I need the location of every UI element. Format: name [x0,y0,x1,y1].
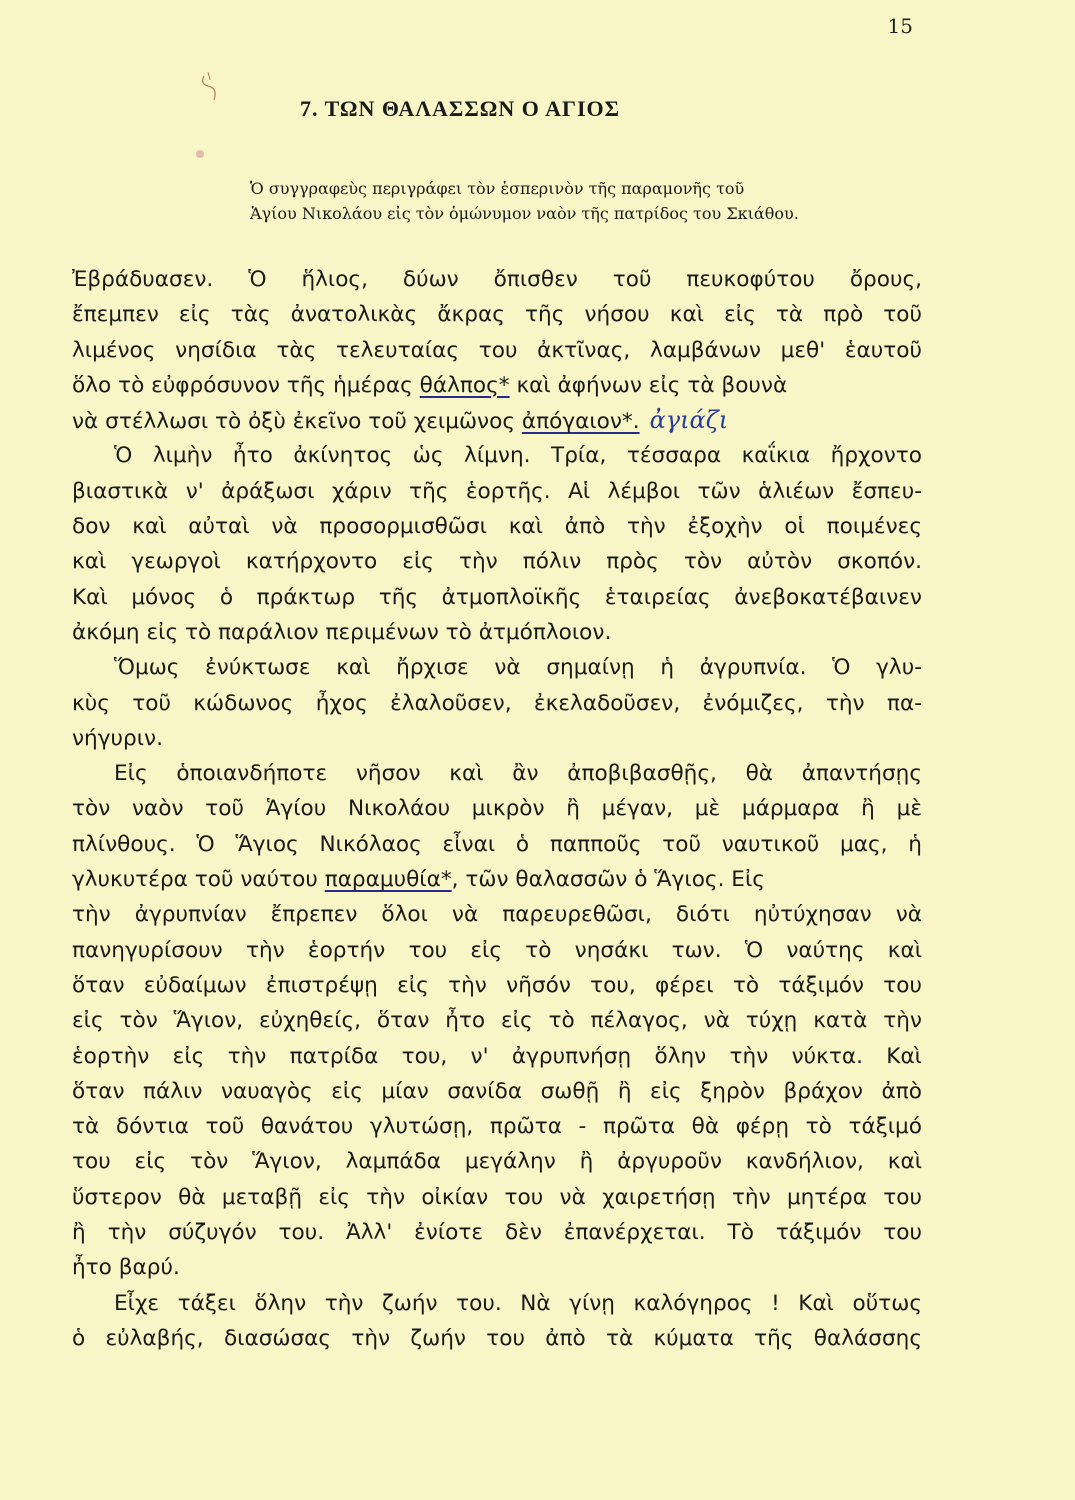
summary-line: Ὁ συγγραφεὺς περιγράφει τὸν ἑσπερινὸν τῆς παραμονῆς τοῦ [250,179,745,198]
text-line: λιμένος νησίδια τὰς τελευταίας του ἀκτῖνας, λαμβάνων μεθ' ἑαυτοῦ [72,337,922,363]
text-line: Ὅμως ἐνύκτωσε καὶ ἤρχισε νὰ σημαίνῃ ἡ ἀγρυπνία. Ὁ γλυ- [114,655,922,681]
text-segment: ὅλο τὸ εὐφρόσυνον τῆς ἡμέρας [72,372,420,398]
ink-spot [196,150,204,158]
text-line: βιαστικὰ ν' ἀράξωσι χάριν τῆς ἑορτῆς. Αἱ λέμβοι τῶν ἁλιέων ἔσπευ- [72,478,922,504]
text-line: ὅταν πάλιν ναυαγὸς εἰς μίαν σανίδα σωθῇ ἢ εἰς ξηρὸν βράχον ἀπὸ [72,1078,922,1104]
text-line: πανηγυρίσουν τὴν ἑορτήν του εἰς τὸ νησάκι των. Ὁ ναύτης καὶ [72,937,922,963]
text-line [72,862,922,897]
text-line: του εἰς τὸν Ἅγιον, λαμπάδα μεγάλην ἢ ἀργυροῦν κανδήλιον, καὶ [72,1149,922,1175]
underlined-word: ἀπόγαιον*. [521,409,640,435]
text-segment: νὰ στέλλωσι τὸ ὀξὺ ἐκεῖνο τοῦ χειμῶνος [72,409,522,435]
text-line [72,403,922,438]
text-line: καὶ γεωργοὶ κατήρχοντο εἰς τὴν πόλιν πρὸς τὸν αὐτὸν σκοπόν. [72,549,922,575]
text-segment: γλυκυτέρα τοῦ ναύτου [72,867,325,893]
text-line: ὁ εὐλαβής, διασώσας τὴν ζωήν του ἀπὸ τὰ κύματα τῆς θαλάσσης [72,1325,922,1351]
text-line: πλίνθους. Ὁ Ἅγιος Νικόλαος εἶναι ὁ παπποῦς τοῦ ναυτικοῦ μας, ἡ [72,831,922,857]
text-line: ἀκόμη εἰς τὸ παράλιον περιμένων τὸ ἀτμόπλοιον. [72,619,612,645]
chapter-title: 7. ΤΩΝ ΘΑΛΑΣΣΩΝ Ο ΑΓΙΟΣ [300,96,621,121]
page-number: 15 [887,14,913,38]
text-line: ἦτο βαρύ. [72,1255,180,1281]
text-line: δον καὶ αὐταὶ νὰ προσορμισθῶσι καὶ ἀπὸ τὴν ἐξοχὴν οἱ ποιμένες [72,514,922,540]
text-line: ἢ τὴν σύζυγόν του. Ἀλλ' ἐνίοτε δὲν ἐπανέρχεται. Τὸ τάξιμόν του [72,1220,922,1246]
body-text [72,262,922,1356]
text-line: τὰ δόντια τοῦ θανάτου γλυτώσῃ, πρῶτα - πρῶτα θὰ φέρῃ τὸ τάξιμό [72,1114,922,1140]
text-line: Καὶ μόνος ὁ πράκτωρ τῆς ἀτμοπλοϊκῆς ἑταιρείας ἀνεβοκατέβαινεν [72,584,922,610]
text-line: ὕστερον θὰ μεταβῇ εἰς τὴν οἰκίαν του νὰ χαιρετήσῃ τὴν μητέρα του [72,1184,922,1210]
pencil-mark-icon [196,70,226,110]
text-line: ἔπεμπεν εἰς τὰς ἀνατολικὰς ἄκρας τῆς νήσου καὶ εἰς τὰ πρὸ τοῦ [72,302,922,328]
text-line: Εἶχε τάξει ὅλην τὴν ζωήν του. Νὰ γίνῃ καλόγηρος ! Καὶ οὕτως [114,1290,922,1316]
underlined-word: παραμυθία* [324,867,452,893]
text-line: εἰς τὸν Ἅγιον, εὐχηθείς, ὅταν ἦτο εἰς τὸ πέλαγος, νὰ τύχῃ κατὰ τὴν [72,1008,922,1034]
underlined-word: θάλπος* [419,372,510,398]
text-line: κὺς τοῦ κώδωνος ἦχος ἐλαλοῦσεν, ἐκελαδοῦσεν, ἐνόμιζες, τὴν πα- [72,690,922,716]
text-line: Ἐβράδυασεν. Ὁ ἥλιος, δύων ὄπισθεν τοῦ πευκοφύτου ὄρους, [72,267,922,292]
handwritten-note: ἀγιάζι [649,406,729,435]
summary-line: Ἁγίου Νικολάου εἰς τὸν ὁμώνυμον ναὸν τῆς πατρίδος του Σκιάθου. [250,204,799,223]
text-line: νήγυριν. [72,725,163,751]
text-line: τὸν ναὸν τοῦ Ἁγίου Νικολάου μικρὸν ἢ μέγαν, μὲ μάρμαρα ἢ μὲ [72,796,922,822]
text-line: Ὁ λιμὴν ἦτο ἀκίνητος ὡς λίμνη. Τρία, τέσσαρα καΐκια ἤρχοντο [114,443,922,469]
chapter-summary [250,176,918,226]
text-line: ἑορτὴν εἰς τὴν πατρίδα του, ν' ἀγρυπνήσῃ ὅλην τὴν νύκτα. Καὶ [72,1043,922,1069]
text-line: ὅταν εὐδαίμων ἐπιστρέψῃ εἰς τὴν νῆσόν του, φέρει τὸ τάξιμόν του [72,972,922,998]
text-segment: , τῶν θαλασσῶν ὁ Ἅγιος. Εἰς [451,867,765,893]
text-line: τὴν ἀγρυπνίαν ἔπρεπεν ὅλοι νὰ παρευρεθῶσι, διότι ηὐτύχησαν νὰ [72,902,922,928]
text-segment: καὶ ἀφήνων εἰς τὰ βουνὰ [509,372,788,398]
text-line [72,368,922,403]
text-line: Εἰς ὁποιανδήποτε νῆσον καὶ ἂν ἀποβιβασθῇς, θὰ ἀπαντήσῃς [114,761,922,787]
